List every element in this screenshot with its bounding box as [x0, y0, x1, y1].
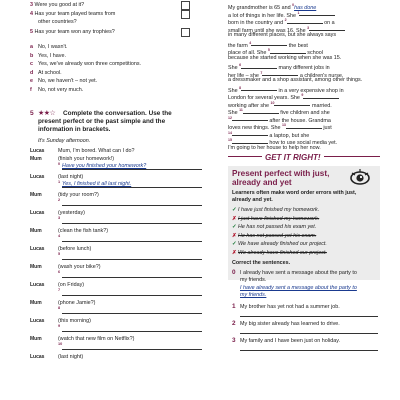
example-text: We already have finished our project.: [238, 249, 327, 256]
answer-number: 7: [58, 288, 61, 292]
gir-title-line2: already and yet: [232, 177, 292, 187]
item-text: I already have sent a message about the party to: [240, 270, 357, 276]
example-text: He has not passed his exam yet.: [238, 224, 317, 230]
story-text: the best: [287, 42, 308, 49]
story-text: in many different places, but she always says: [228, 32, 337, 38]
option-letter: e: [30, 78, 33, 85]
speaker-prompt: Mum, I'm bored. What can I do?: [58, 148, 135, 154]
story-text: because she started working when she was 15.: [228, 54, 342, 61]
handwritten-answer: Have you finished your homework?: [62, 163, 147, 169]
speaker-name: Mum: [30, 191, 42, 198]
gap-number: 10: [270, 100, 275, 105]
answer-number: 3: [58, 216, 61, 220]
gap-number: 12: [228, 115, 232, 120]
exercise-instruction: Complete the conversation. Use the: [63, 110, 172, 117]
answer-number: 9: [58, 324, 61, 328]
answer-box[interactable]: [181, 10, 190, 19]
gap-number: 13: [281, 123, 286, 127]
speaker-prompt: (last night): [58, 173, 84, 180]
story-line: [228, 55, 341, 61]
gir-intro: already and yet.: [232, 197, 273, 203]
option-letter: f: [30, 87, 32, 93]
story-text: on a: [322, 19, 335, 26]
story-text: school: [305, 49, 323, 56]
answer-number: 5: [58, 252, 61, 256]
item-text: My big sister already has learned to drive.: [240, 321, 340, 327]
answer-number: 6: [58, 270, 61, 274]
exercise-instruction: information in brackets.: [38, 126, 111, 133]
cross-icon: ✗: [232, 249, 237, 256]
answer-line[interactable]: [62, 187, 202, 188]
answer-option: [30, 78, 97, 84]
answer-number: 8: [58, 306, 61, 310]
gap-number: 4: [249, 40, 252, 45]
speaker-prompt: (on Friday): [58, 281, 85, 288]
cross-icon: ✗: [232, 215, 237, 222]
question-item: [30, 2, 84, 8]
question-number: 4: [30, 10, 33, 17]
story-text: London for several years. She: [228, 94, 302, 101]
speaker-prompt: (this morning): [58, 317, 91, 324]
story-text: the farm: [228, 42, 250, 49]
item-text: My family and I have been just on holiday.: [240, 338, 340, 344]
correct-heading: Correct the sentences.: [232, 260, 291, 266]
story-line: [228, 77, 362, 83]
option-text: Yes, we've already won three competitions.: [38, 61, 142, 68]
question-text: Were you good at it?: [34, 2, 85, 8]
item-number: 1: [232, 303, 236, 310]
speaker-prompt: (finish your homework!): [58, 155, 115, 162]
example-text: I just have finished my homework.: [238, 215, 320, 222]
item-text: My brother has yet not had a summer job.: [240, 304, 340, 310]
scene-text: It's Sunday afternoon.: [38, 138, 91, 144]
gap-number: 1: [297, 10, 300, 15]
answer-line[interactable]: [62, 331, 202, 332]
answer-option: [30, 61, 141, 67]
option-text: No, I wasn't.: [38, 44, 68, 50]
story-text: just: [321, 124, 332, 131]
gap-number: 9: [301, 93, 304, 97]
answer-line[interactable]: [62, 259, 202, 260]
answer-line[interactable]: [62, 313, 202, 314]
gap-number: 3: [307, 25, 310, 30]
example-text: I have just finished my homework.: [238, 207, 320, 213]
option-letter: a: [30, 44, 33, 50]
story-text: after the house. Grandma: [267, 117, 331, 124]
gap-number: 15: [228, 138, 232, 142]
story-text: She: [228, 64, 240, 71]
answer-line[interactable]: [62, 205, 202, 206]
story-text: She: [228, 87, 240, 94]
option-text: At school.: [38, 69, 62, 76]
story-text: place of all. She: [228, 49, 268, 56]
gir-title-line1: Present perfect with just,: [232, 169, 330, 178]
speaker-name: Lucas: [30, 148, 45, 154]
speaker-name: Mum: [30, 155, 42, 162]
story-text: loves new things. She: [228, 124, 282, 131]
answer-option: [30, 70, 62, 76]
cross-icon: ✗: [232, 232, 237, 239]
answer-line[interactable]: [240, 316, 378, 317]
option-text: No, not very much.: [38, 87, 84, 93]
story-text: a dressmaker and a shop assistant, among other things.: [228, 77, 363, 83]
story-text: born in the country and: [228, 19, 285, 26]
item-number: 3: [232, 337, 236, 344]
banner-text: GET IT RIGHT!: [262, 153, 324, 162]
speaker-prompt: (last night): [58, 353, 84, 360]
story-text: her life – she: [228, 72, 261, 79]
speaker-name: Lucas: [30, 245, 45, 252]
example-text: We have already finished our project.: [238, 241, 327, 247]
item-text: my friends.: [240, 277, 267, 283]
handwritten-correction: I have already sent a message about the party to: [240, 285, 357, 291]
speaker-name: Mum: [30, 263, 42, 270]
story-line: [228, 145, 321, 151]
gap-number: 8: [239, 85, 242, 90]
handwritten-answer: Yes, I finished it all last night.: [62, 181, 132, 187]
story-text: working after she: [228, 102, 271, 109]
answer-box[interactable]: [181, 28, 190, 37]
option-text: Yes, I have.: [38, 52, 66, 59]
story-text: many different jobs in: [277, 64, 330, 71]
story-text: five children and she: [278, 109, 330, 116]
story-text: a laptop, but she: [267, 132, 310, 139]
gap-filled[interactable]: has done: [294, 4, 317, 11]
question-text: Has your team played teams from: [34, 10, 116, 17]
gir-intro: Learners often make word order errors with just,: [232, 190, 357, 196]
tick-icon: ✓: [232, 207, 237, 213]
exercise-number: 5: [30, 110, 34, 117]
gap-number: 14: [228, 130, 232, 135]
question-item: [30, 11, 115, 17]
speaker-prompt: (tidy your room?): [58, 191, 99, 198]
answer-line[interactable]: [62, 223, 202, 224]
story-text: small farm until she was 16. She: [228, 27, 308, 34]
gap-number: 7: [260, 70, 263, 75]
answer-option: [30, 44, 68, 50]
option-letter: d: [30, 69, 34, 76]
speaker-prompt: (phone Jamie?): [58, 299, 96, 306]
speaker-name: Lucas: [30, 173, 45, 180]
speaker-name: Mum: [30, 227, 42, 234]
example-line: [232, 224, 316, 230]
gap-number: 6: [239, 63, 242, 67]
option-letter: b: [30, 52, 34, 59]
example-line: [232, 216, 319, 222]
story-text: married.: [310, 102, 332, 109]
example-line: [232, 207, 319, 213]
question-item: [38, 19, 77, 25]
answer-option: [30, 53, 66, 59]
example-text: He has not passed yet his exam.: [238, 232, 317, 239]
answer-number: 4: [58, 234, 61, 238]
answer-line[interactable]: [240, 350, 378, 351]
answer-line[interactable]: [62, 349, 202, 350]
item-number: 0: [232, 269, 236, 276]
answer-number: 10: [58, 342, 63, 346]
difficulty-stars: ★★☆: [38, 110, 56, 117]
story-text: My grandmother is 65 and: [228, 4, 293, 11]
story-text: a children's nurse,: [298, 72, 344, 79]
speaker-name: Mum: [30, 335, 42, 342]
gap-number: 0: [292, 3, 295, 7]
speaker-name: Lucas: [30, 281, 45, 288]
answer-line[interactable]: [62, 169, 202, 170]
speaker-prompt: (watch that new film on Netflix?): [58, 335, 135, 342]
answer-line[interactable]: [62, 277, 202, 278]
example-line: [232, 241, 327, 247]
question-text: other countries?: [38, 19, 77, 25]
story-text: how to use social media yet.: [267, 139, 338, 146]
answer-number: 2: [58, 198, 61, 202]
answer-line[interactable]: [62, 295, 202, 296]
gap-number: 2: [284, 18, 287, 22]
gap-number: 11: [239, 108, 243, 112]
speaker-prompt: (before lunch): [58, 245, 92, 252]
question-number: 5: [30, 29, 33, 35]
speaker-prompt: (clean the fish tank?): [58, 227, 109, 234]
story-text: I'm going to her house to help her now.: [228, 144, 321, 151]
tick-icon: ✓: [232, 241, 237, 247]
gap-number: 5: [267, 48, 270, 52]
answer-number: 0: [58, 162, 61, 166]
speaker-name: Mum: [30, 299, 42, 306]
option-text: No, we haven't – not yet.: [38, 78, 98, 85]
speaker-name: Lucas: [30, 353, 45, 360]
story-text: a lot of things in her life. She: [228, 12, 298, 19]
question-number: 3: [30, 2, 33, 8]
story-text: She: [228, 109, 240, 116]
speaker-prompt: (yesterday): [58, 209, 85, 216]
eye-icon: [350, 168, 370, 188]
item-number: 2: [232, 320, 236, 327]
tick-icon: ✓: [232, 224, 237, 230]
option-letter: c: [30, 61, 33, 68]
get-it-right-title: [232, 170, 329, 187]
exercise-instruction: present perfect or the past simple and the: [38, 118, 166, 125]
answer-line[interactable]: [240, 333, 378, 334]
answer-number: 1: [58, 180, 61, 184]
handwritten-correction: my friends.: [240, 292, 267, 298]
speaker-prompt: (wash your bike?): [58, 263, 101, 270]
story-text: in a very expensive shop in: [277, 87, 344, 94]
example-line: [232, 250, 327, 256]
story-line: [228, 32, 336, 38]
example-line: [232, 233, 316, 239]
answer-line[interactable]: [62, 241, 202, 242]
question-item: [30, 29, 115, 35]
speaker-name: Lucas: [30, 209, 45, 216]
question-text: Has your team won any trophies?: [34, 29, 115, 35]
speaker-name: Lucas: [30, 317, 45, 324]
answer-option: [30, 87, 83, 93]
